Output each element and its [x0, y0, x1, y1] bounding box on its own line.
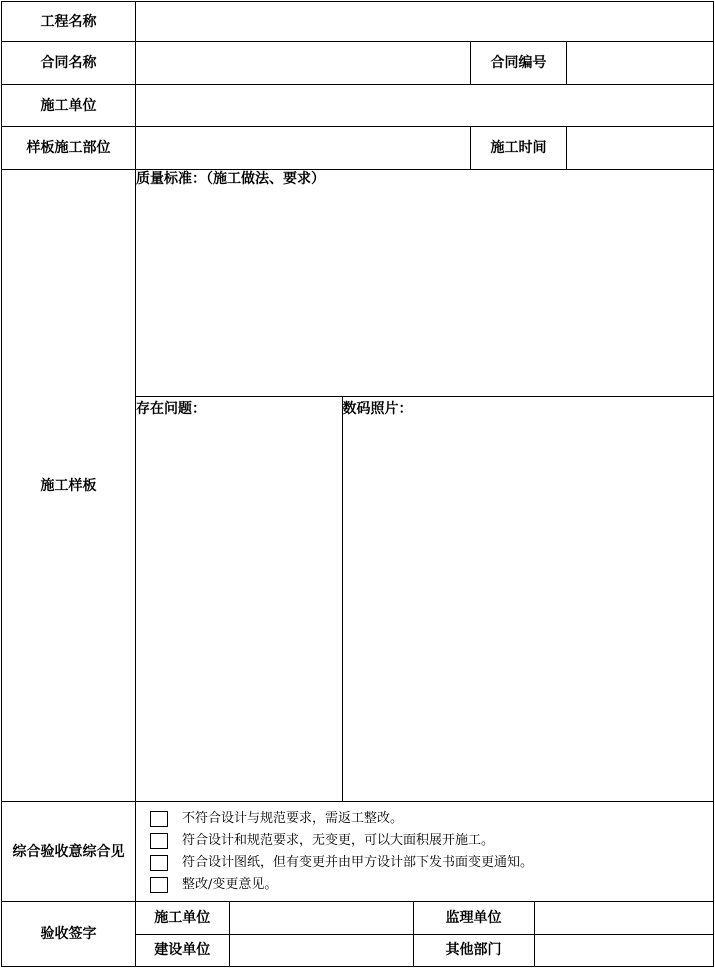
sign-owner-unit-label: 建设单位	[136, 934, 229, 966]
checkbox-approve[interactable]	[150, 833, 168, 849]
photos-label: 数码照片：	[342, 400, 413, 417]
sign-construction-unit-label: 施工单位	[136, 902, 229, 934]
quality-standard-cell[interactable]	[136, 170, 713, 396]
contract-no-label: 合同编号	[471, 42, 567, 85]
sign-other-dept-field[interactable]	[534, 934, 713, 966]
checkbox-rework[interactable]	[150, 811, 168, 827]
option-change-notice[interactable]	[136, 852, 713, 874]
problems-cell[interactable]	[136, 396, 342, 801]
sample-label: 施工样板	[2, 170, 136, 802]
opinion-label: 综合验收意综合见	[2, 802, 136, 902]
option-change-opinion-text: 整改/变更意见。	[182, 876, 278, 892]
construction-time-label: 施工时间	[471, 127, 567, 170]
sample-inner-table	[136, 170, 713, 801]
problems-label: 存在问题：	[136, 400, 206, 417]
sample-part-field[interactable]	[136, 127, 471, 170]
project-name-field[interactable]	[136, 2, 714, 42]
opinion-options	[136, 802, 714, 902]
construction-unit-label: 施工单位	[2, 85, 136, 127]
quality-standard-label: 质量标准：（施工做法、要求）	[136, 171, 325, 187]
option-change-opinion[interactable]	[136, 874, 713, 896]
option-change-notice-text: 符合设计图纸，但有变更并由甲方设计部下发书面变更通知。	[182, 854, 534, 870]
sample-part-label: 样板施工部位	[2, 127, 136, 170]
sign-supervision-unit-label: 监理单位	[413, 902, 534, 934]
option-rework[interactable]	[136, 808, 713, 830]
sign-supervision-unit-field[interactable]	[534, 902, 713, 934]
option-approve-text: 符合设计和规范要求，无变更，可以大面积展开施工。	[182, 832, 495, 848]
construction-unit-field[interactable]	[136, 85, 714, 127]
option-rework-text: 不符合设计与规范要求，需返工整改。	[182, 810, 404, 826]
sign-other-dept-label: 其他部门	[413, 934, 534, 966]
acceptance-form	[1, 1, 714, 967]
sign-owner-unit-field[interactable]	[229, 934, 413, 966]
construction-time-field[interactable]	[567, 127, 714, 170]
signature-section	[136, 902, 714, 967]
contract-no-field[interactable]	[567, 42, 714, 85]
photos-cell[interactable]	[342, 396, 713, 801]
option-approve[interactable]	[136, 830, 713, 852]
checkbox-change-opinion[interactable]	[150, 877, 168, 893]
signature-label: 验收签字	[2, 902, 136, 967]
sign-construction-unit-field[interactable]	[229, 902, 413, 934]
checkbox-change-notice[interactable]	[150, 855, 168, 871]
sample-section	[136, 170, 714, 802]
contract-name-label: 合同名称	[2, 42, 136, 85]
contract-name-field[interactable]	[136, 42, 471, 85]
signature-table	[136, 902, 713, 966]
project-name-label: 工程名称	[2, 2, 136, 42]
